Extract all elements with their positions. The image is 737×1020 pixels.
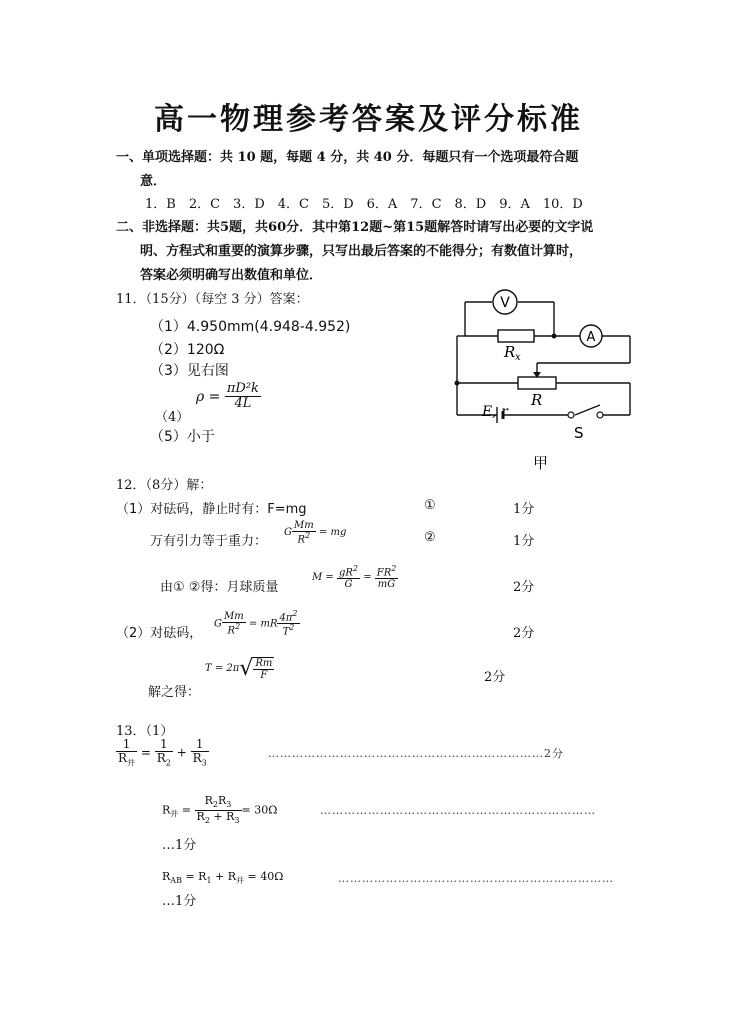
section2-line1: 二、非选择题：共5题，共60分．其中第12题~第15题解答时请写出必要的文字说 <box>116 220 594 235</box>
rheostat-label: R <box>531 391 543 409</box>
q11-answer-4-label: （4） <box>155 410 190 425</box>
eq7-score: …1分 <box>162 838 197 853</box>
q11-answer-2: （2）120Ω <box>150 342 225 358</box>
battery-label: E, r <box>482 404 508 420</box>
q12-line1: （1）对砝码，静止时有：F=mg <box>116 502 307 517</box>
section2-line2: 明、方程式和重要的演算步骤，只写出最后答案的不能得分；有数值计算时， <box>140 244 583 259</box>
eq2-score: 1分 <box>513 534 535 549</box>
parallel-value-equation: $R_并$ = $\frac{R_2R_3}{R_2 + R_3}$ = 30Ω <box>162 794 278 826</box>
q13-header: 13．（1） <box>116 724 174 739</box>
q12-line2: 万有引力等于重力： <box>150 534 268 549</box>
q12-line5: 解之得： <box>148 685 201 700</box>
resistivity-formula <box>196 382 261 412</box>
eq8-dots: …………………………………………………………… <box>338 872 614 885</box>
q12-header: 12．（8分）解： <box>116 478 213 493</box>
section2-line3: 答案必须明确写出数值和单位． <box>140 268 323 283</box>
formula-numerator: πD²k <box>226 381 259 396</box>
q11-answer-1: （1）4.950mm(4.948-4.952) <box>150 319 351 335</box>
eq1-mark: ① <box>424 498 436 513</box>
figure-caption: 甲 <box>533 454 549 472</box>
formula-denominator: 4L <box>234 396 252 412</box>
section1-heading-cont: 意． <box>140 174 167 189</box>
voltmeter-label: V <box>500 295 510 311</box>
parallel-resistance-equation: $\frac{1}{R_并}$ = $\frac{1}{R_2}$ + $\frac{1}{R_3}$ <box>118 737 207 768</box>
total-resistance-equation: $R_{AB} = R_1 + R_并 = 40\Omega$ <box>162 870 284 886</box>
eq5-score: 2分 <box>484 670 506 685</box>
q12-line4: （2）对砝码， <box>116 626 203 641</box>
rx-label: R <box>504 343 516 361</box>
eq2-mark: ② <box>424 530 436 545</box>
formula-lhs: ρ = <box>196 388 221 405</box>
eq8-score: …1分 <box>162 894 197 909</box>
q12-line3: 由① ②得：月球质量 <box>160 580 279 595</box>
ammeter-label: A <box>586 330 596 345</box>
rx-subscript: x <box>515 352 521 363</box>
gravity-equation: G $\frac{Mm}{R^2}$ = mg <box>284 520 347 546</box>
eq6-score: ……………………………………………………………2分 <box>268 747 564 760</box>
moon-mass-equation: M = $\frac{gR^2}{G}$ = $\frac{FR^2}{mG}$ <box>312 564 397 591</box>
eq3-score: 2分 <box>513 580 535 595</box>
orbit-equation: G $\frac{Mm}{R^2}$ = mR $\frac{4\pi^2}{T^2}$ <box>214 609 298 638</box>
page-title: 高一物理参考答案及评分标准 <box>154 102 583 137</box>
q11-answer-5: （5）小于 <box>150 429 215 445</box>
eq4-score: 2分 <box>513 626 535 641</box>
circuit-diagram <box>440 285 650 475</box>
period-equation: T = 2π√ $\frac{Rm}{F}$ <box>205 656 273 681</box>
q11-header: 11．（15分）（每空 3 分）答案： <box>116 292 309 307</box>
section1-answers: 1．B 2．C 3．D 4．C 5．D 6．A 7．C 8．D 9．A 10．D <box>145 197 583 212</box>
section1-heading: 一、单项选择题：共 10 题，每题 4 分，共 40 分．每题只有一个选项最符合题 <box>116 150 579 165</box>
eq1-score: 1分 <box>513 502 535 517</box>
switch-label: S <box>574 424 584 442</box>
q11-answer-3: （3）见右图 <box>150 363 229 379</box>
eq7-dots: …………………………………………………………… <box>320 804 596 817</box>
